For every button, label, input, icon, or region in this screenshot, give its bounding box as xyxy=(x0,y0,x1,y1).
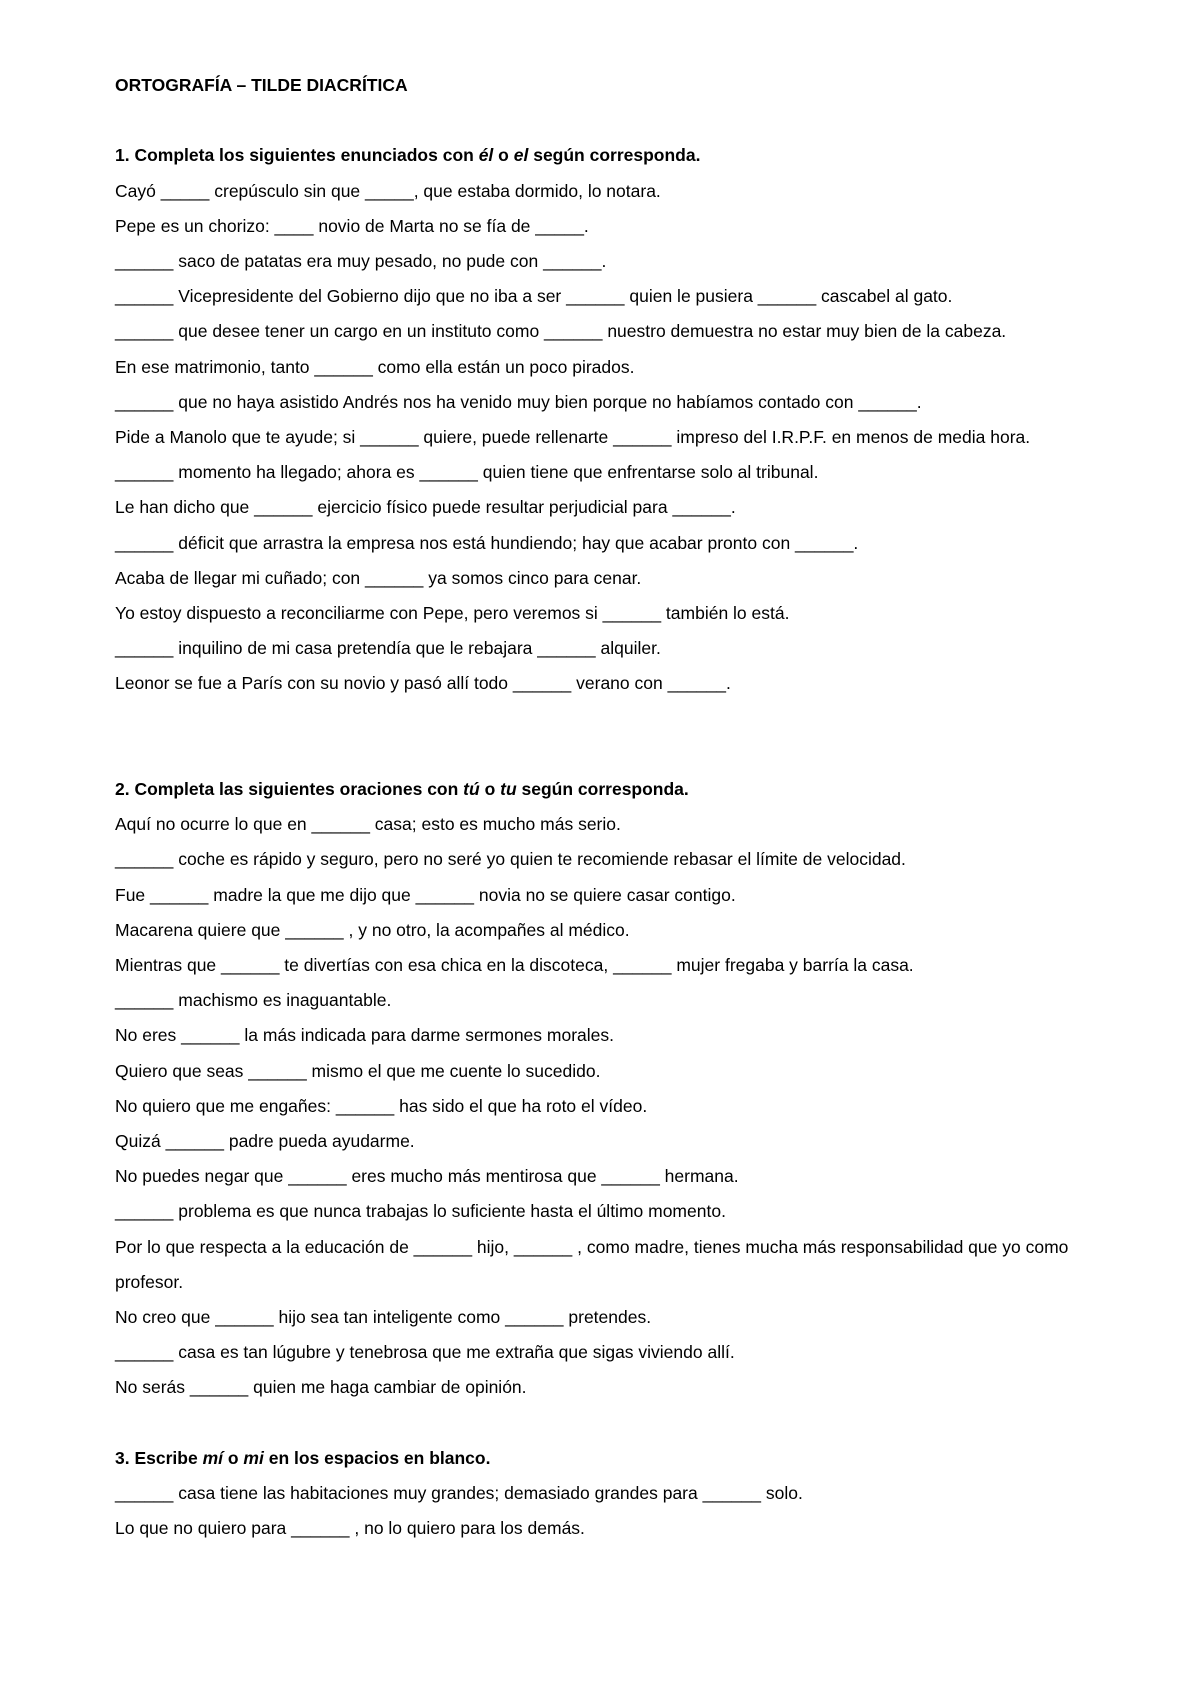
exercise-line: ______ problema es que nunca trabajas lo suficiente hasta el último momento. xyxy=(115,1201,726,1222)
exercise-line: ______ saco de patatas era muy pesado, no pude con ______. xyxy=(115,251,607,271)
section-3 xyxy=(115,1441,1115,1547)
exercise-line: ______ momento ha llegado; ahora es ______ quien tiene que enfrentarse solo al tribunal. xyxy=(115,462,819,483)
exercise-line: ______ que no haya asistido Andrés nos ha venido muy bien porque no habíamos contado con ______. xyxy=(115,391,922,412)
exercise-line: ______ déficit que arrastra la empresa nos está hundiendo; hay que acabar pronto con ______. xyxy=(115,532,859,553)
exercise-line: Aquí no ocurre lo que en ______ casa; esto es mucho más serio. xyxy=(115,814,621,835)
exercise-line: ______ casa tiene las habitaciones muy grandes; demasiado grandes para ______ solo. xyxy=(115,1483,803,1504)
exercise-line: Pide a Manolo que te ayude; si ______ quiere, puede rellenarte ______ impreso del I.R.P.F. en menos de media hora. xyxy=(115,427,1031,448)
exercise-line: ______ que desee tener un cargo en un instituto como ______ nuestro demuestra no estar muy bien de la cabeza. xyxy=(115,321,1007,342)
exercise-line: ______ machismo es inaguantable. xyxy=(115,990,392,1011)
exercise-line: Quizá ______ padre pueda ayudarme. xyxy=(115,1131,415,1152)
exercise-line: ______ inquilino de mi casa pretendía que le rebajara ______ alquiler. xyxy=(115,638,661,659)
document-body xyxy=(115,68,1115,1546)
section-heading: 3. Escribe mí o mi en los espacios en blanco. xyxy=(115,1447,491,1468)
exercise-line: Leonor se fue a París con su novio y pasó allí todo ______ verano con ______. xyxy=(115,673,731,694)
section-2 xyxy=(115,772,1115,1406)
exercise-line: Cayó _____ crepúsculo sin que _____, que estaba dormido, lo notara. xyxy=(115,180,661,201)
exercise-line: ______ Vicepresidente del Gobierno dijo que no iba a ser ______ quien le pusiera ______ cascabel al gato. xyxy=(115,286,953,307)
exercise-line: No creo que ______ hijo sea tan inteligente como ______ pretendes. xyxy=(115,1307,652,1328)
exercise-line: Yo estoy dispuesto a reconciliarme con Pepe, pero veremos si ______ también lo está. xyxy=(115,603,790,624)
page-title: ORTOGRAFÍA – TILDE DIACRÍTICA xyxy=(115,75,408,95)
exercise-line: Quiero que seas ______ mismo el que me cuente lo sucedido. xyxy=(115,1060,601,1081)
exercise-line: Macarena quiere que ______ , y no otro, la acompañes al médico. xyxy=(115,919,630,940)
exercise-line: Acaba de llegar mi cuñado; con ______ ya somos cinco para cenar. xyxy=(115,567,642,588)
exercise-line: ______ coche es rápido y seguro, pero no seré yo quien te recomiende rebasar el límite de velocidad. xyxy=(115,849,906,870)
section-heading: 1. Completa los siguientes enunciados con él o el según corresponda. xyxy=(115,145,701,166)
exercise-line: No puedes negar que ______ eres mucho más mentirosa que ______ hermana. xyxy=(115,1166,739,1187)
exercise-line: Le han dicho que ______ ejercicio físico puede resultar perjudicial para ______. xyxy=(115,497,736,518)
exercise-line: Pepe es un chorizo: ____ novio de Marta no se fía de _____. xyxy=(115,215,589,236)
exercise-line: No serás ______ quien me haga cambiar de opinión. xyxy=(115,1377,527,1398)
exercise-line: Fue ______ madre la que me dijo que ______ novia no se quiere casar contigo. xyxy=(115,884,736,905)
exercise-line: En ese matrimonio, tanto ______ como ella están un poco pirados. xyxy=(115,356,635,377)
exercise-line: Lo que no quiero para ______ , no lo quiero para los demás. xyxy=(115,1518,585,1539)
exercise-line: ______ casa es tan lúgubre y tenebrosa que me extraña que sigas viviendo allí. xyxy=(115,1342,735,1363)
exercise-line: Por lo que respecta a la educación de ______ hijo, ______ , como madre, tienes mucha más responsabilidad que yo como profesor. xyxy=(115,1236,1069,1292)
exercise-line: Mientras que ______ te divertías con esa chica en la discoteca, ______ mujer fregaba y barría la casa. xyxy=(115,955,914,976)
exercise-line: No eres ______ la más indicada para darme sermones morales. xyxy=(115,1025,615,1046)
exercise-line: No quiero que me engañes: ______ has sido el que ha roto el vídeo. xyxy=(115,1095,648,1116)
section-1 xyxy=(115,138,1115,701)
section-heading: 2. Completa las siguientes oraciones con tú o tu según corresponda. xyxy=(115,779,689,800)
